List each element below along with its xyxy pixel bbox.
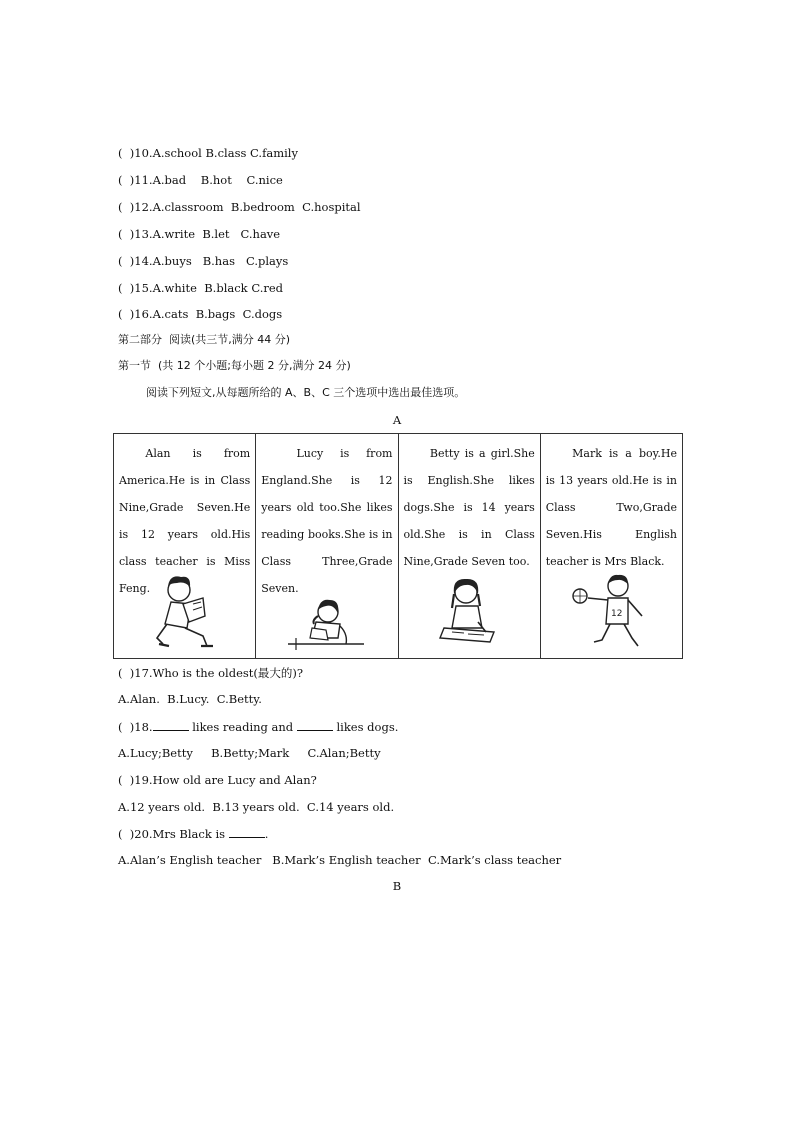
cloze-item-12 (118, 199, 361, 215)
passage-text: Alan is from America.He is in Class Nine,Grade Seven.He is 12 years old.His class teacher is Miss Feng. (119, 447, 251, 595)
option-a: A.classroom (152, 200, 224, 214)
option-a: A.bad (152, 173, 187, 187)
option-c: C.red (251, 281, 284, 295)
question-20 (118, 825, 268, 842)
cloze-item-15 (118, 280, 283, 296)
answer-bracket[interactable]: ( ) (118, 173, 135, 187)
question-18-options: A.Lucy;Betty B.Betty;Mark C.Alan;Betty (118, 746, 381, 760)
passage-text: Betty is a girl.She is English.She likes dogs.She is 14 years old.She is in Class Nine,Grade Seven too. (403, 447, 535, 568)
option-a: A.school (152, 146, 202, 160)
question-stem: ( )20.Mrs Black is (118, 827, 229, 841)
boy-basketball-icon (546, 572, 677, 652)
section1-heading: 第一节 (共 12 个小题;每小题 2 分,满分 24 分) (118, 359, 351, 372)
passage-text: Mark is a boy.He is 13 years old.He is in Class Two,Grade Seven.His English teacher is Mrs Black. (545, 447, 677, 568)
cloze-item-11 (118, 172, 283, 188)
instruction-text: 阅读下列短文,从每题所给的 A、B、C 三个选项中选出最佳选项。 (146, 386, 466, 399)
option-b: B.bedroom (230, 200, 295, 214)
answer-blank[interactable] (153, 718, 189, 731)
item-number: 13. (134, 227, 153, 241)
option-a: A.write (152, 227, 195, 241)
question-stem: ( )17.Who is the oldest(最大的)? (118, 666, 304, 680)
option-a: A.buys (152, 254, 192, 268)
answer-bracket[interactable]: ( ) (118, 307, 135, 321)
answer-bracket[interactable]: ( ) (118, 227, 135, 241)
question-17 (118, 665, 303, 681)
passages-table (113, 433, 683, 659)
item-number: 10. (134, 146, 153, 160)
question-17-options: A.Alan. B.Lucy. C.Betty. (118, 692, 262, 706)
question-19-options: A.12 years old. B.13 years old. C.14 years old. (118, 800, 395, 814)
option-b: B.black (204, 281, 248, 295)
item-number: 12. (134, 200, 153, 214)
answer-bracket[interactable]: ( ) (118, 281, 135, 295)
option-a: A.white (152, 281, 197, 295)
option-c: C.plays (245, 254, 289, 268)
option-c: C.family (250, 146, 298, 160)
option-b: B.class (205, 146, 247, 160)
passage-text: Lucy is from England.She is 12 years old too.She likes reading books.She is in Class Three,Grade Seven. (261, 447, 393, 595)
cloze-item-14 (118, 253, 288, 269)
option-a: A.cats (152, 307, 189, 321)
question-20-options: A.Alan’s English teacher B.Mark’s English teacher C.Mark’s class teacher (118, 853, 562, 867)
question-stem-end: . (264, 827, 269, 841)
answer-bracket[interactable]: ( ) (118, 146, 135, 160)
passage-alan (114, 434, 256, 659)
cloze-item-16 (118, 306, 282, 322)
cloze-item-13 (118, 226, 280, 242)
passage-mark (540, 434, 682, 659)
passage-label-a: A (392, 413, 402, 427)
passage-label-b: B (392, 879, 402, 893)
answer-bracket[interactable]: ( ) (118, 200, 135, 214)
answer-blank[interactable] (297, 718, 333, 731)
option-c: C.dogs (242, 307, 283, 321)
option-b: B.has (202, 254, 235, 268)
answer-blank[interactable] (229, 825, 265, 838)
girl-writing-icon (404, 572, 535, 652)
part2-heading: 第二部分 阅读(共三节,满分 44 分) (118, 333, 291, 346)
answer-bracket[interactable]: ( ) (118, 254, 135, 268)
passage-lucy (256, 434, 398, 659)
item-number: 14. (134, 254, 153, 268)
question-18 (118, 718, 398, 735)
jersey-number: 12 (611, 609, 623, 619)
option-c: C.have (240, 227, 281, 241)
option-c: C.nice (246, 173, 283, 187)
question-stem-mid: likes reading and (188, 720, 297, 734)
option-c: C.hospital (302, 200, 361, 214)
cloze-item-10 (118, 145, 298, 161)
question-19: ( )19.How old are Lucy and Alan? (118, 773, 317, 787)
question-stem: ( )18. (118, 720, 153, 734)
option-b: B.hot (200, 173, 232, 187)
girl-reading-icon (261, 572, 392, 652)
question-stem-end: likes dogs. (332, 720, 399, 734)
option-b: B.bags (195, 307, 236, 321)
passage-betty (398, 434, 540, 659)
item-number: 11. (134, 173, 153, 187)
item-number: 16. (134, 307, 153, 321)
item-number: 15. (134, 281, 153, 295)
option-b: B.let (202, 227, 230, 241)
